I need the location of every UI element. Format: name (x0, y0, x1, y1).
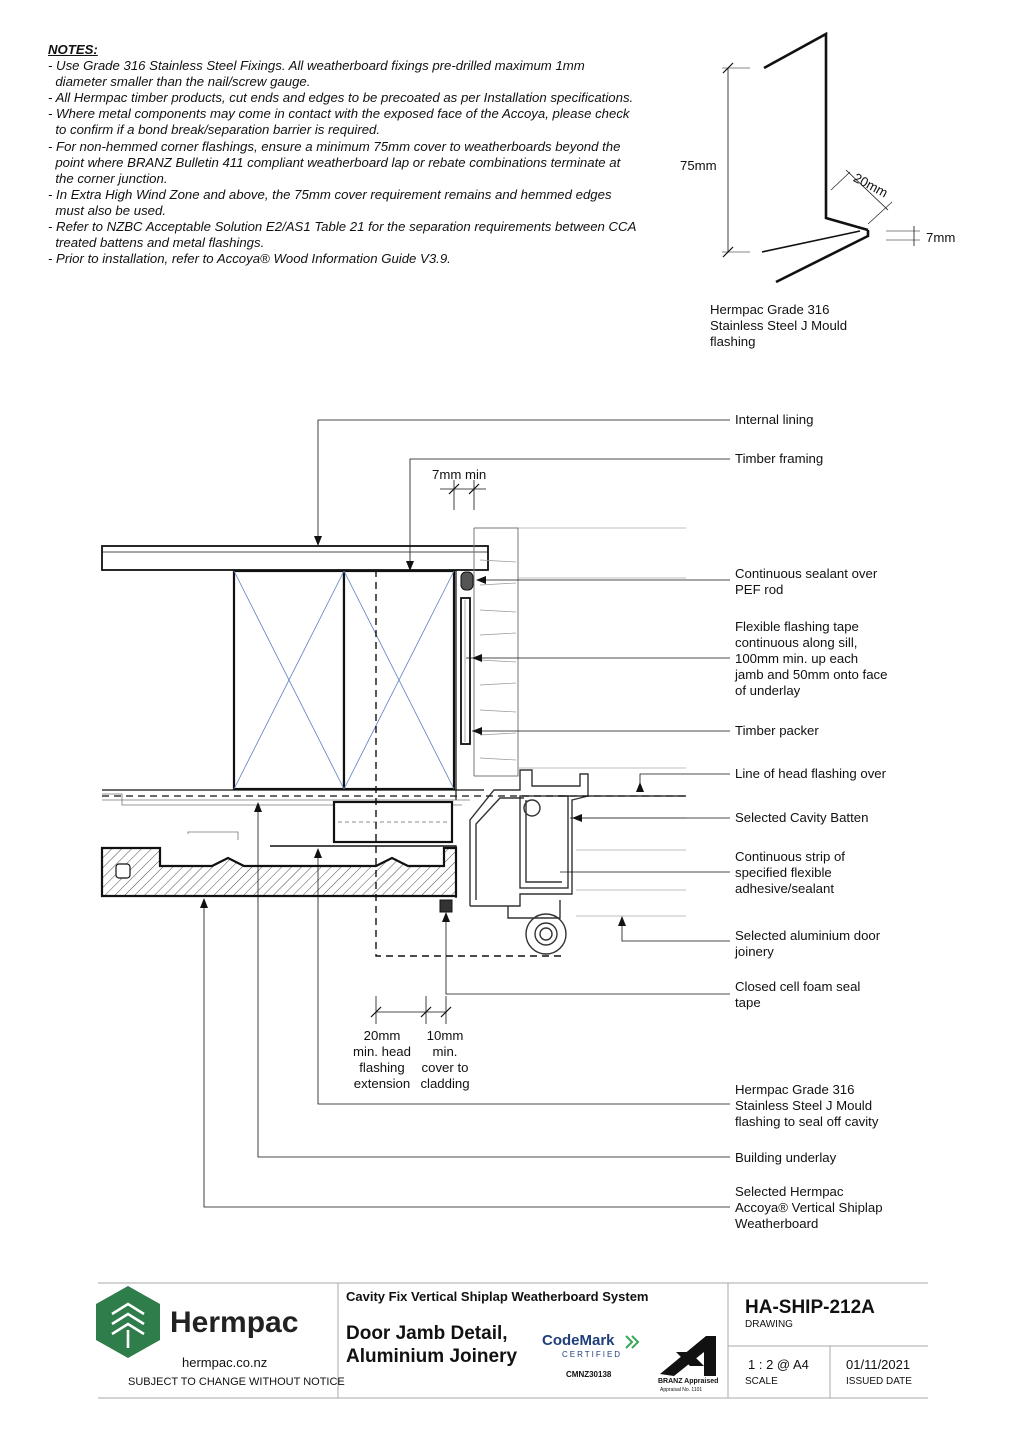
label-timber-framing: Timber framing (735, 451, 824, 466)
notes-line: - Refer to NZBC Acceptable Solution E2/AS1 Table 21 for the separation requirements between CCA (48, 219, 637, 235)
codemark-arrows-icon (626, 1336, 638, 1348)
label-adhesive-strip: Continuous strip of specified flexible adhesive/sealant (735, 849, 845, 896)
drawing-title: Door Jamb Detail, Aluminium Joinery (346, 1323, 518, 1367)
dim-head-extension: 20mm min. head flashing extension (353, 1028, 411, 1091)
branz-label: BRANZ Appraised (658, 1378, 719, 1385)
scale-value: 1 : 2 @ A4 (748, 1357, 809, 1372)
disclaimer: SUBJECT TO CHANGE WITHOUT NOTICE (128, 1376, 345, 1388)
notes-line: diameter smaller than the nail/screw gauge. (48, 74, 311, 90)
label-underlay: Building underlay (735, 1150, 837, 1165)
jmould-dim-leg: 20mm (850, 170, 891, 201)
notes-line: - Where metal components may come in contact with the exposed face of the Accoya, please check (48, 106, 630, 122)
notes-line: - Use Grade 316 Stainless Steel Fixings. All weatherboard fixings pre-drilled maximum 1mm (48, 58, 585, 74)
scale-label: SCALE (745, 1376, 778, 1387)
issued-date-label: ISSUED DATE (846, 1376, 912, 1387)
hermpac-logo-mark (96, 1286, 160, 1358)
label-internal-lining: Internal lining (735, 412, 814, 427)
notes-line: the corner junction. (48, 170, 168, 186)
branz-number: Appraisal No. 1101 (660, 1387, 703, 1393)
jmould-dim-height: 75mm (680, 158, 717, 173)
label-sealant: Continuous sealant over PEF rod (735, 566, 878, 597)
codemark-certified: CERTIFIED (562, 1350, 623, 1359)
notes-line: must also be used. (48, 202, 167, 218)
jmould-caption: Hermpac Grade 316 Stainless Steel J Mould flashing (710, 302, 848, 349)
brand-website[interactable]: hermpac.co.nz (182, 1355, 268, 1370)
notes-heading: NOTES: (48, 42, 98, 57)
dim-7mm-min: 7mm min (432, 467, 487, 482)
label-jmould: Hermpac Grade 316 Stainless Steel J Mould flashing to seal off cavity (735, 1082, 879, 1129)
dim-cover: 10mm min. cover to cladding (420, 1028, 470, 1091)
system-name: Cavity Fix Vertical Shiplap Weatherboard System (346, 1289, 649, 1304)
notes-line: - All Hermpac timber products, cut ends and edges to be precoated as per Installation specifications. (48, 90, 634, 106)
label-timber-packer: Timber packer (735, 723, 819, 738)
notes-line: - For non-hemmed corner flashings, ensure a minimum 75mm cover to weatherboards beyond the (48, 138, 621, 154)
label-flashing-tape: Flexible flashing tape continuous along sill, 100mm min. up each jamb and 50mm onto face of underlay (735, 619, 888, 698)
brand-name: Hermpac (170, 1306, 299, 1339)
weatherboard-shape (102, 848, 456, 896)
aluminium-joinery-shape (470, 770, 588, 954)
codemark-logo: CodeMark (542, 1332, 615, 1349)
notes-line: to confirm if a bond break/separation barrier is required. (48, 122, 381, 138)
label-foam-seal: Closed cell foam seal tape (735, 979, 861, 1010)
label-head-flashing: Line of head flashing over (735, 766, 887, 781)
notes-line: point where BRANZ Bulletin 411 compliant weatherboard lap or rebate combinations terminate at (48, 154, 621, 170)
codemark-number: CMNZ30138 (566, 1370, 612, 1379)
issued-date: 01/11/2021 (846, 1357, 911, 1372)
label-weatherboard: Selected Hermpac Accoya® Vertical Shiplap Weatherboard (735, 1184, 883, 1231)
notes-line: - Prior to installation, refer to Accoya® Wood Information Guide V3.9. (48, 251, 451, 267)
internal-lining-shape (102, 546, 488, 570)
drawing-number-label: DRAWING (745, 1319, 793, 1330)
jmould-dim-return: 7mm (926, 230, 956, 245)
branz-mark-icon (660, 1336, 716, 1376)
label-door-joinery: Selected aluminium door joinery (735, 928, 881, 959)
cavity-batten-shape (334, 802, 452, 842)
label-cavity-batten: Selected Cavity Batten (735, 810, 869, 825)
notes-line: treated battens and metal flashings. (48, 235, 265, 251)
jmould-detail-drawing (722, 34, 920, 282)
notes-line: - In Extra High Wind Zone and above, the 75mm cover requirement remains and hemmed edges (48, 186, 612, 202)
drawing-number: HA-SHIP-212A (745, 1297, 875, 1318)
